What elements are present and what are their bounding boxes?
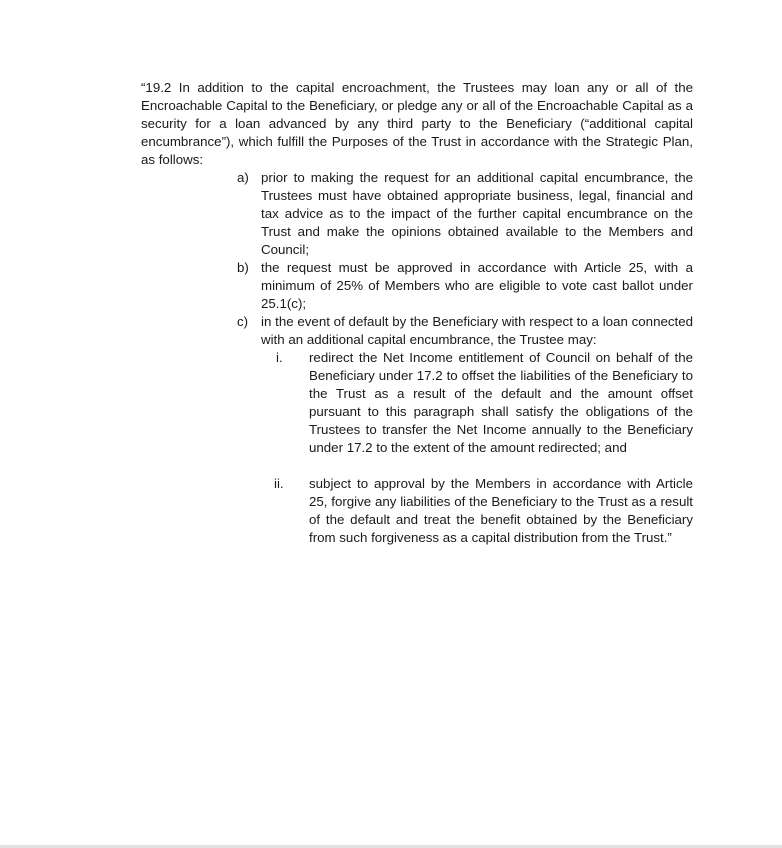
list-label-b: b) (237, 260, 249, 275)
list-item-c: in the event of default by the Beneficiary with respect to a loan connected with an additional capital encumbrance, the Trustee may: (261, 314, 693, 347)
sublist-label-i: i. (276, 350, 283, 365)
list-item-a: prior to making the request for an additional capital encumbrance, the Trustees must have obtained appropriate business, legal, financial and tax advice as to the impact of the further capital encumbrance on the Trust and make the opinions obtained available to the Members and Council; (261, 170, 693, 257)
list-label-c: c) (237, 314, 249, 329)
clause-19-2-intro: “19.2 In addition to the capital encroachment, the Trustees may loan any or all of the Encroachable Capital to the Beneficiary, or pledge any or all of the Encroachable Capital as a security for a loan advanced by any third party to the Beneficiary (“additional capital encumbrance”), which fulfill the Purposes of the Trust in accordance with the Strategic Plan, as follows: (141, 80, 693, 167)
list-label-a: a) (237, 170, 249, 185)
list-item-b: the request must be approved in accordance with Article 25, with a minimum of 25% of Members who are eligible to vote cast ballot under 25.1(c); (261, 260, 693, 311)
sublist-item-i: redirect the Net Income entitlement of Council on behalf of the Beneficiary under 17.2 to offset the liabilities of the Beneficiary to the Trust as a result of the default and the amount offset pursuant to this paragraph shall satisfy the obligations of the Trustees to transfer the Net Income annually to the Beneficiary under 17.2 to the extent of the amount redirected; and (309, 350, 693, 455)
sublist-item-ii: subject to approval by the Members in accordance with Article 25, forgive any liabilities of the Beneficiary to the Trust as a result of the default and treat the benefit obtained by the Beneficiary from such forgiveness as a capital distribution from the Trust.” (309, 476, 693, 545)
sublist-label-ii: ii. (274, 476, 284, 491)
